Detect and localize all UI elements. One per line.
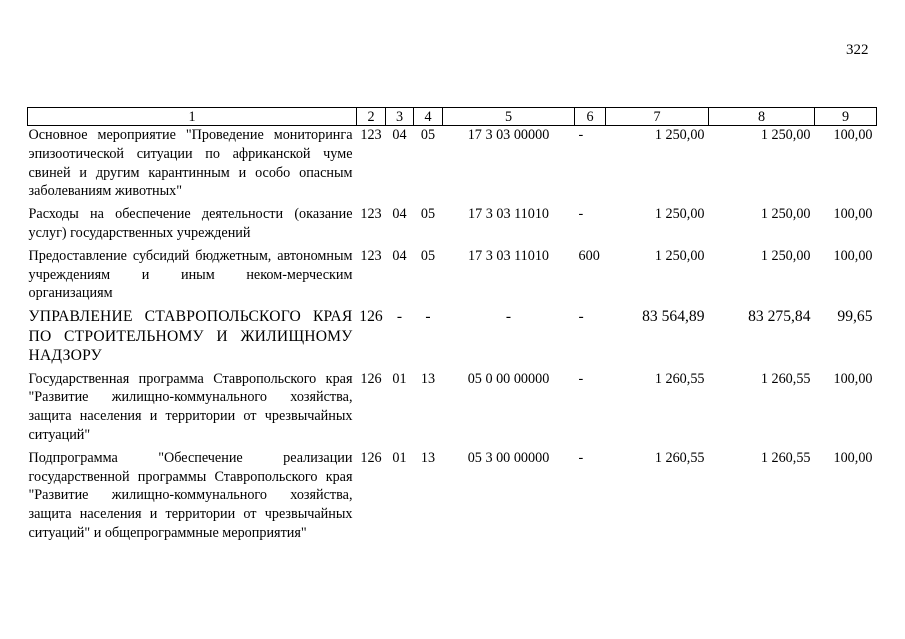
cell-code-3: 04 <box>392 206 407 223</box>
cell-amount-7: 1 260,55 <box>654 370 705 387</box>
row-name: Государственная программа Ставропольского края "Развитие жилищно-коммунального хозяйства, защита населения и территории от чрезвычайных ситуаций" <box>28 370 353 444</box>
cell-amount-8: 1 260,55 <box>760 370 811 387</box>
cell-code-6: 600 <box>578 247 600 264</box>
cell-amount-7: 1 250,00 <box>654 247 705 264</box>
cell-code-5: - <box>505 308 512 326</box>
cell-code-4: 05 <box>420 247 436 264</box>
cell-code-2: 123 <box>360 206 382 223</box>
cell-code-5: 17 3 03 11010 <box>467 206 550 223</box>
cell-code-4: 13 <box>420 370 436 387</box>
column-header: 7 <box>606 108 709 126</box>
cell-code-3: 01 <box>392 370 407 387</box>
row-name: Предоставление субсидий бюджетным, автономным учреждениям и иным неком-мерческим организациям <box>28 247 353 302</box>
cell-amount-8: 1 260,55 <box>760 449 811 466</box>
cell-percent-9: 100,00 <box>833 206 873 223</box>
cell-amount-7: 1 250,00 <box>654 127 705 143</box>
cell-code-4: - <box>425 308 431 326</box>
cell-code-5: 17 3 03 11010 <box>467 247 550 264</box>
column-header: 2 <box>357 108 386 126</box>
column-header: 5 <box>443 108 575 126</box>
table-row <box>28 307 877 370</box>
row-name: Расходы на обеспечение деятельности (оказание услуг) государственных учреждений <box>28 206 353 241</box>
row-name: Подпрограмма "Обеспечение реализации государственной программы Ставропольского края "Развитие жилищно-коммунального хозяйства, защита населения и территории от чрезвычайных ситуаций" и общепрограммные мероприятия" <box>28 449 353 542</box>
table-row <box>28 247 877 307</box>
table-row <box>28 126 877 206</box>
cell-code-2: 126 <box>360 370 382 387</box>
cell-code-4: 05 <box>420 206 436 223</box>
cell-amount-8: 1 250,00 <box>760 247 811 264</box>
cell-code-3: 01 <box>392 449 407 466</box>
cell-code-3: - <box>396 308 403 326</box>
cell-percent-9: 100,00 <box>833 449 873 466</box>
cell-amount-8: 1 250,00 <box>760 127 811 143</box>
cell-code-2: 123 <box>360 127 382 143</box>
cell-code-5: 17 3 03 00000 <box>467 127 550 143</box>
cell-code-6: - <box>578 127 584 143</box>
cell-percent-9: 100,00 <box>833 127 873 143</box>
row-name: Основное мероприятие "Проведение мониторинга эпизоотической ситуации по африканской чуме свиней и другим карантинным и особо опасным заболеваниям животных" <box>28 127 353 200</box>
cell-code-2: 126 <box>359 308 383 326</box>
cell-code-6: - <box>578 206 584 223</box>
cell-code-6: - <box>578 308 584 326</box>
column-header: 1 <box>28 108 357 126</box>
cell-code-5: 05 3 00 00000 <box>467 449 550 466</box>
cell-code-4: 13 <box>420 449 436 466</box>
cell-code-5: 05 0 00 00000 <box>467 370 550 387</box>
cell-percent-9: 100,00 <box>833 370 873 387</box>
column-header: 6 <box>575 108 606 126</box>
row-name: УПРАВЛЕНИЕ СТАВРОПОЛЬСКОГО КРАЯ ПО СТРОИТЕЛЬНОМУ И ЖИЛИЩНОМУ НАДЗОРУ <box>28 308 353 365</box>
header-row <box>28 108 877 126</box>
cell-code-2: 123 <box>360 247 382 264</box>
cell-code-4: 05 <box>420 127 436 143</box>
cell-code-3: 04 <box>392 247 407 264</box>
column-header: 8 <box>709 108 815 126</box>
cell-amount-8: 83 275,84 <box>748 308 811 326</box>
cell-amount-7: 1 260,55 <box>654 449 705 466</box>
table-row <box>28 370 877 449</box>
column-header: 3 <box>386 108 414 126</box>
budget-table <box>27 107 877 547</box>
cell-amount-7: 1 250,00 <box>654 206 705 223</box>
column-header: 9 <box>815 108 877 126</box>
page-number: 322 <box>846 42 869 58</box>
cell-code-6: - <box>578 449 584 466</box>
cell-code-6: - <box>578 370 584 387</box>
column-header: 4 <box>414 108 443 126</box>
table-row <box>28 449 877 547</box>
cell-amount-7: 83 564,89 <box>642 308 705 326</box>
cell-code-2: 126 <box>360 449 382 466</box>
cell-percent-9: 100,00 <box>833 247 873 264</box>
cell-amount-8: 1 250,00 <box>760 206 811 223</box>
cell-percent-9: 99,65 <box>837 308 873 326</box>
cell-code-3: 04 <box>392 127 407 143</box>
table-row <box>28 205 877 247</box>
